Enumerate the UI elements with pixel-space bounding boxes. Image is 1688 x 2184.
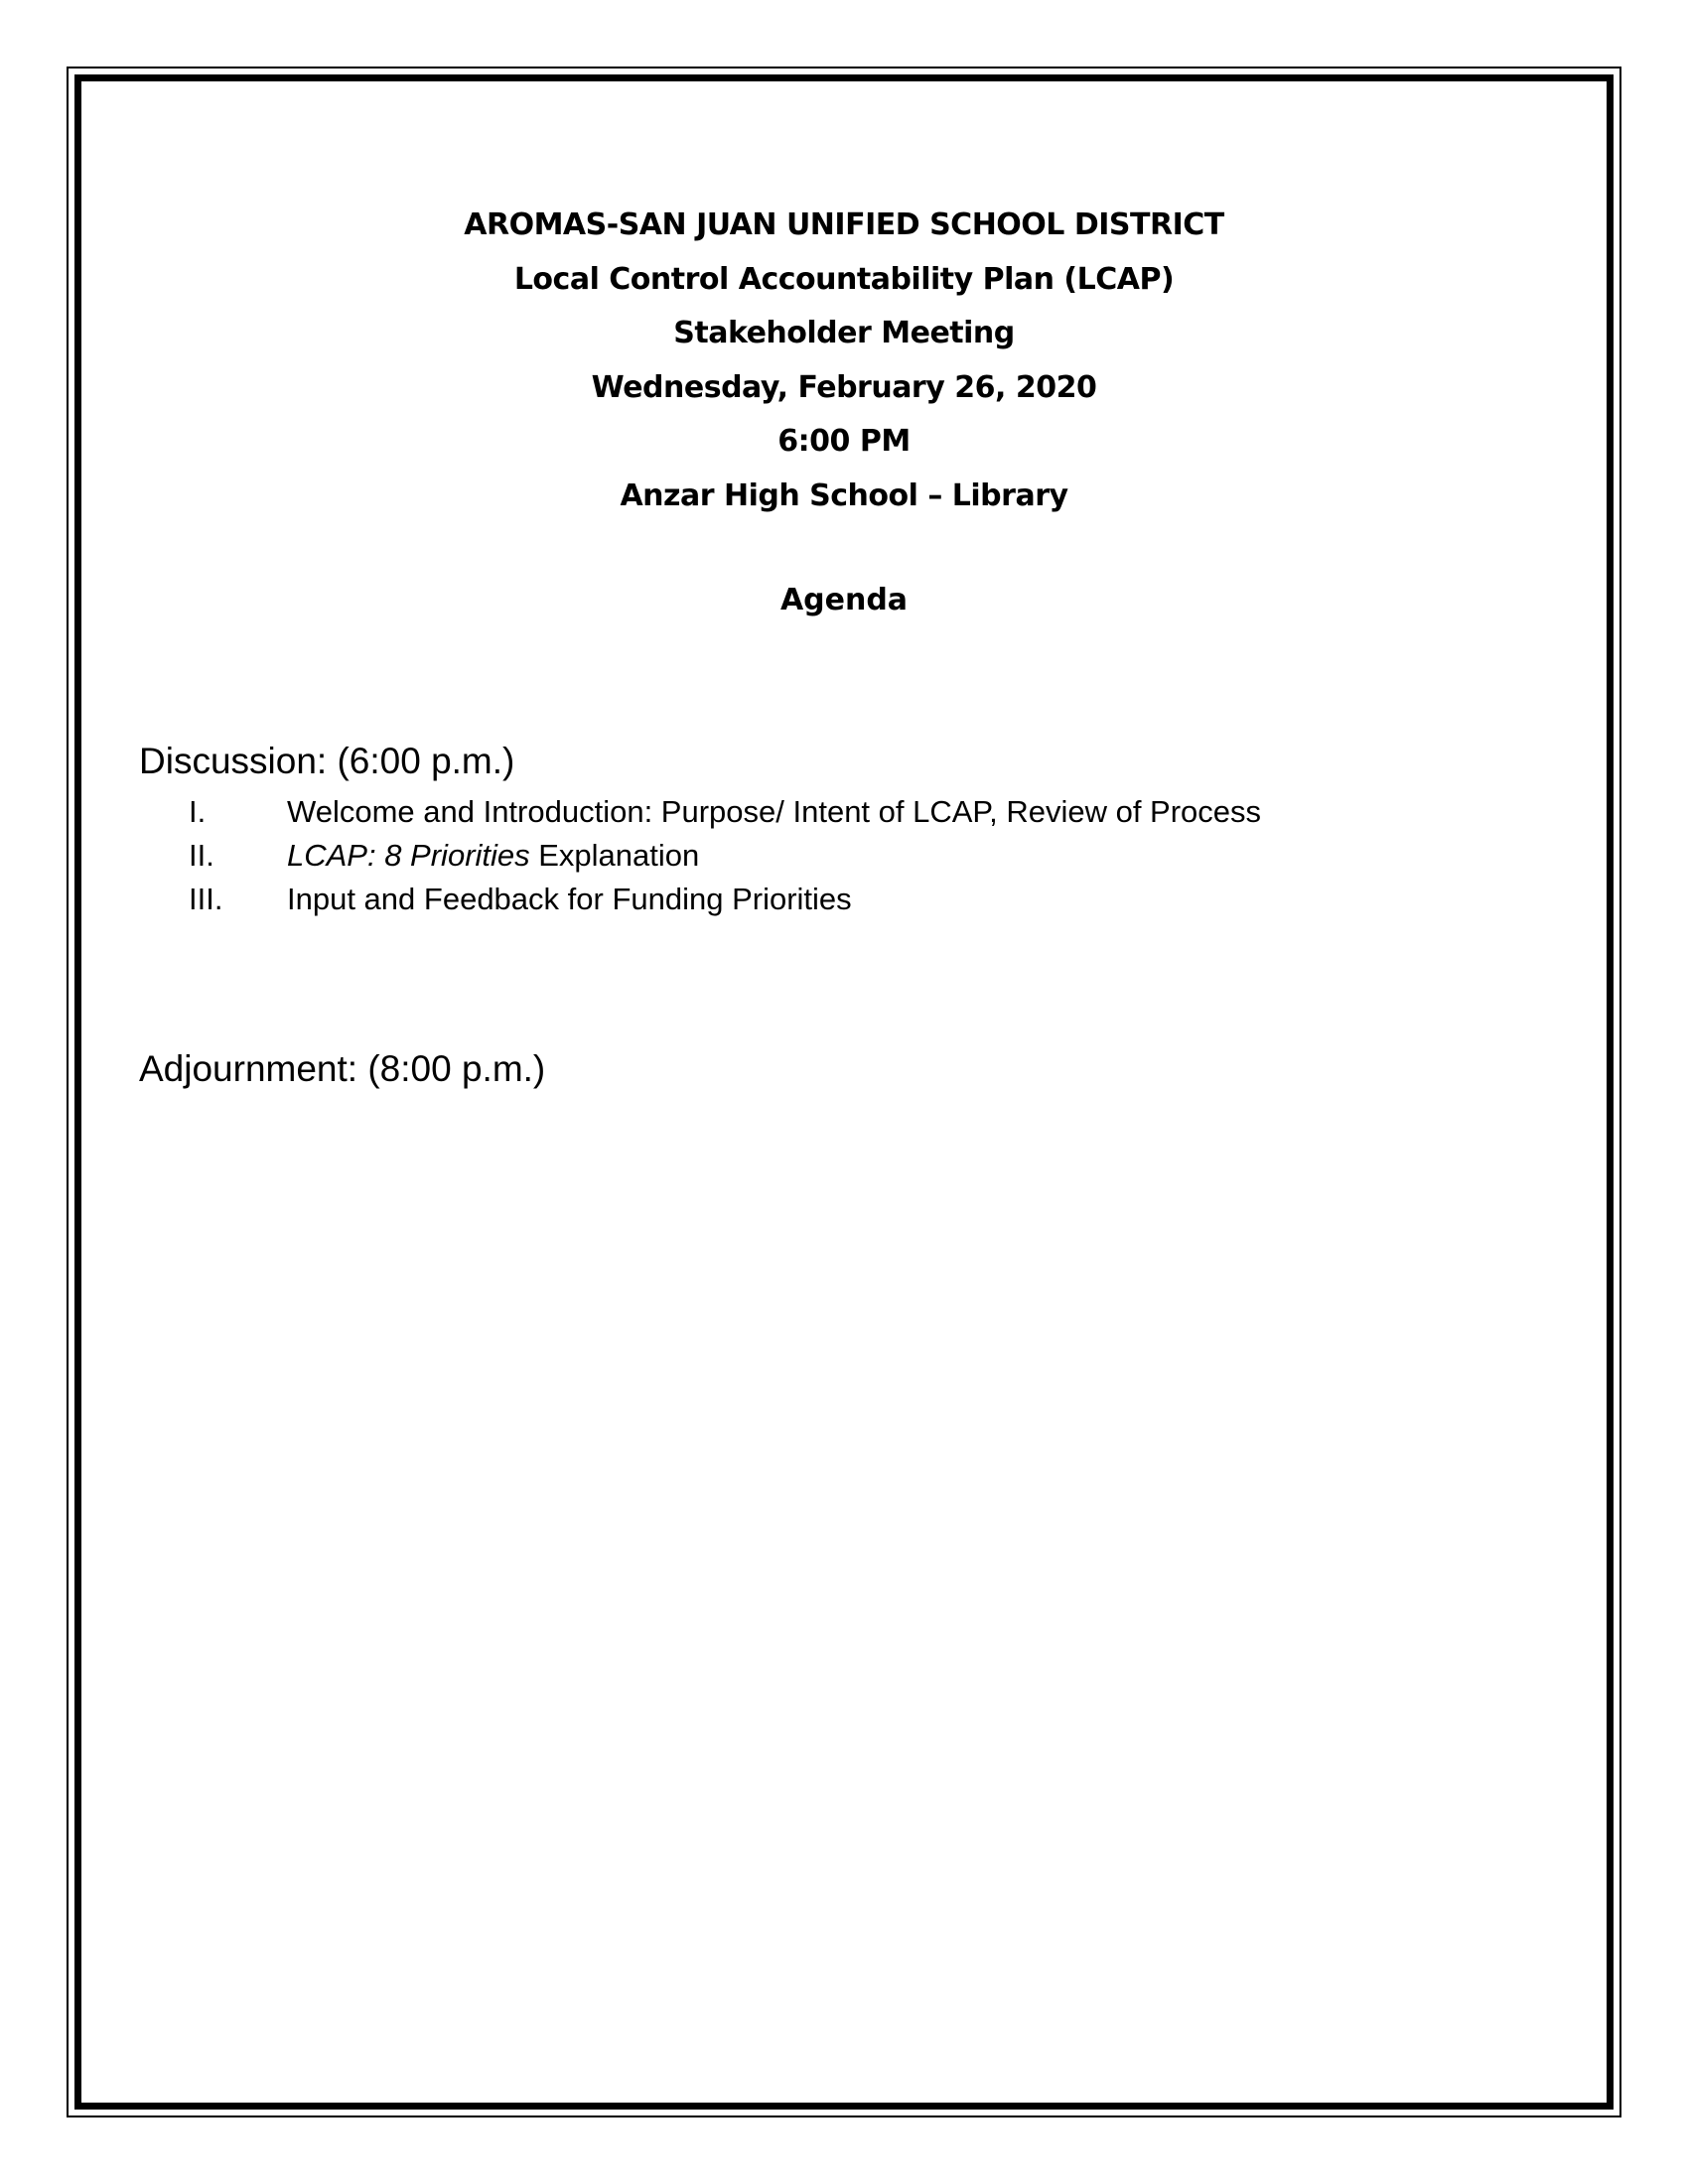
meeting-date: Wednesday, February 26, 2020: [591, 369, 1097, 405]
item-text: [287, 878, 852, 921]
list-item: [189, 878, 1479, 921]
item-text-content: Explanation: [529, 838, 700, 873]
list-item: [189, 834, 1479, 878]
meeting-location: Anzar High School – Library: [620, 478, 1068, 513]
district-name: AROMAS-SAN JUAN UNIFIED SCHOOL DISTRICT: [464, 207, 1224, 242]
item-text: [287, 834, 699, 878]
item-text: [287, 790, 1261, 834]
agenda-title: Agenda: [779, 583, 909, 617]
item-number: II.: [189, 838, 214, 873]
item-number: III.: [189, 882, 223, 916]
item-text-content: Input and Feedback for Funding Priorities: [287, 882, 852, 916]
plan-title: Local Control Accountability Plan (LCAP): [513, 261, 1175, 297]
item-text-content: Welcome and Introduction: Purpose/ Intent of LCAP, Review of Process: [287, 794, 1262, 829]
adjournment-heading: Adjournment: (8:00 p.m.): [139, 1048, 546, 1089]
discussion-items-list: [189, 790, 1479, 921]
item-number: I.: [189, 794, 207, 829]
meeting-type: Stakeholder Meeting: [673, 316, 1015, 350]
document-header: [0, 199, 1688, 523]
item-text-italic: LCAP: 8 Priorities: [287, 838, 530, 873]
meeting-time: 6:00 PM: [777, 424, 911, 459]
list-item: [189, 790, 1479, 834]
discussion-heading: Discussion: (6:00 p.m.): [139, 741, 515, 781]
